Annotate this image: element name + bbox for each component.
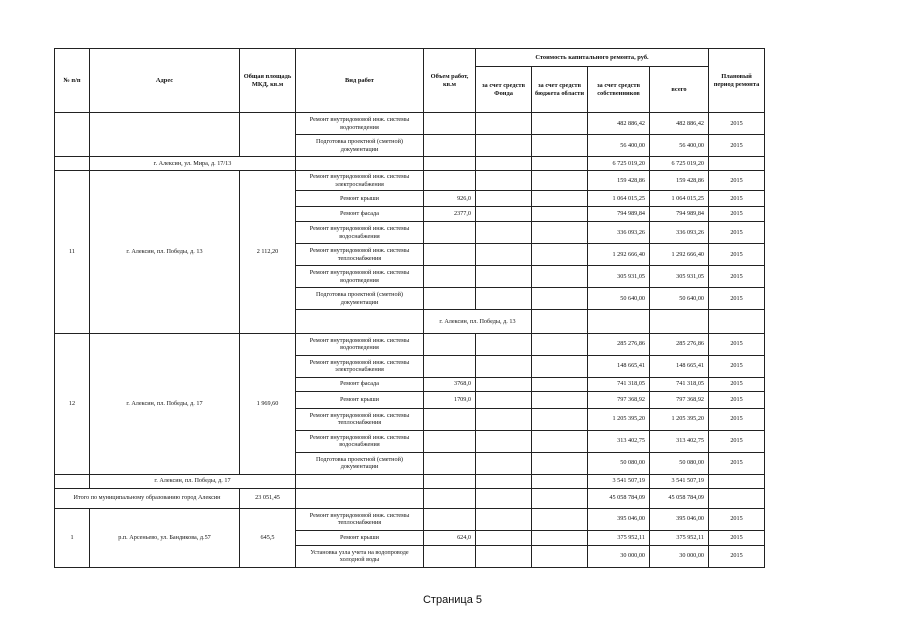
total-cost-cell: 159 428,86 — [650, 171, 709, 191]
fund-cell — [476, 333, 532, 355]
subtotal-label: г. Алексин, пл. Победы, д. 17 — [90, 474, 296, 488]
work-type-cell: Подготовка проектной (сметной) документации — [296, 288, 424, 310]
budget-cell — [532, 474, 588, 488]
budget-cell — [532, 430, 588, 452]
fund-cell — [476, 530, 532, 545]
budget-cell — [532, 333, 588, 355]
total-total: 45 058 784,09 — [650, 488, 709, 508]
fund-cell — [476, 508, 532, 530]
fund-cell — [476, 545, 532, 567]
fund-cell — [476, 355, 532, 377]
budget-cell — [532, 377, 588, 391]
owners-cost-cell: 313 402,75 — [588, 430, 650, 452]
col-volume-header: Объем работ, кв.м — [424, 49, 476, 113]
work-type-cell: Ремонт внутридомовой инж. системы теплоснабжения — [296, 244, 424, 266]
fund-cell — [476, 452, 532, 474]
work-type-cell — [532, 310, 588, 334]
period-cell: 2015 — [709, 135, 765, 157]
budget-cell — [532, 545, 588, 567]
period-cell — [709, 474, 765, 488]
total-area: 23 051,45 — [240, 488, 296, 508]
budget-cell — [532, 530, 588, 545]
owners-cost-cell: 395 046,00 — [588, 508, 650, 530]
period-cell: 2015 — [709, 333, 765, 355]
budget-cell — [532, 113, 588, 135]
total-row — [55, 488, 765, 508]
fund-cell — [476, 171, 532, 191]
period-cell: 2015 — [709, 391, 765, 408]
col-total-header: всего — [650, 67, 709, 113]
col-fund-header: за счет средств Фонда — [476, 67, 532, 113]
budget-cell — [532, 191, 588, 207]
period-cell: 2015 — [709, 377, 765, 391]
budget-cell — [532, 207, 588, 222]
fund-cell — [476, 391, 532, 408]
total-cost-cell: 285 276,86 — [650, 333, 709, 355]
period-cell: 2015 — [709, 207, 765, 222]
fund-cell — [476, 266, 532, 288]
col-num-header: № п/п — [55, 49, 90, 113]
owners-cost-cell: 1 064 015,25 — [588, 191, 650, 207]
area-cell — [240, 113, 296, 157]
subtotal-row — [55, 474, 765, 488]
volume-cell — [424, 488, 476, 508]
subtotal-owners: 6 725 019,20 — [588, 157, 650, 171]
budget-cell — [532, 244, 588, 266]
work-type-cell: Ремонт внутридомовой инж. системы водоотведения — [296, 333, 424, 355]
owners-cost-cell: 336 093,26 — [588, 222, 650, 244]
volume-cell — [424, 222, 476, 244]
work-type-cell: Ремонт крыши — [296, 191, 424, 207]
owners-cost-cell: 50 640,00 — [588, 288, 650, 310]
work-type-cell — [296, 474, 424, 488]
owners-cost-cell: 305 931,05 — [588, 266, 650, 288]
fund-cell — [476, 377, 532, 391]
budget-cell — [532, 452, 588, 474]
period-cell: 2015 — [709, 222, 765, 244]
col-period-header: Плановый период ремонта — [709, 49, 765, 113]
volume-cell — [424, 508, 476, 530]
volume-cell: 926,0 — [424, 191, 476, 207]
owners-cost-cell: 56 400,00 — [588, 135, 650, 157]
volume-cell — [424, 333, 476, 355]
capital-repair-table — [54, 48, 765, 568]
row-number: 1 — [55, 508, 90, 567]
total-owners: 45 058 784,09 — [588, 488, 650, 508]
work-type-cell: Ремонт внутридомовой инж. системы электроснабжения — [296, 171, 424, 191]
period-cell — [709, 157, 765, 171]
volume-cell: 1709,0 — [424, 391, 476, 408]
owners-cost-cell: 797 368,92 — [588, 391, 650, 408]
table-body — [55, 113, 765, 568]
fund-cell — [476, 244, 532, 266]
volume-cell — [424, 244, 476, 266]
volume-cell — [424, 408, 476, 430]
total-cost-cell: 336 093,26 — [650, 222, 709, 244]
volume-cell — [424, 171, 476, 191]
work-type-cell: Ремонт крыши — [296, 391, 424, 408]
total-cost-cell: 1 205 395,20 — [650, 408, 709, 430]
total-cost-cell: 148 665,41 — [650, 355, 709, 377]
col-address-header: Адрес — [90, 49, 240, 113]
budget-cell — [532, 508, 588, 530]
fund-cell — [476, 408, 532, 430]
period-cell: 2015 — [709, 266, 765, 288]
volume-cell: 2377,0 — [424, 207, 476, 222]
area-cell: 645,5 — [240, 508, 296, 567]
table-row — [55, 171, 765, 191]
total-cost-cell: 313 402,75 — [650, 430, 709, 452]
period-cell — [709, 488, 765, 508]
owners-cost-cell: 1 205 395,20 — [588, 408, 650, 430]
period-cell: 2015 — [709, 288, 765, 310]
budget-cell — [532, 171, 588, 191]
row-number: 12 — [55, 333, 90, 474]
total-cost-cell: 797 368,92 — [650, 391, 709, 408]
budget-cell — [532, 157, 588, 171]
work-type-cell: Ремонт внутридомовой инж. системы водоотведения — [296, 113, 424, 135]
fund-cell — [476, 222, 532, 244]
fund-cell — [476, 157, 532, 171]
work-type-cell: Ремонт внутридомовой инж. системы теплоснабжения — [296, 508, 424, 530]
total-cost-cell: 56 400,00 — [650, 135, 709, 157]
budget-cell — [532, 135, 588, 157]
owners-cost-cell: 741 318,05 — [588, 377, 650, 391]
page-footer: Страница 5 — [422, 594, 483, 606]
owners-cost-cell: 285 276,86 — [588, 333, 650, 355]
work-type-cell: Ремонт фасада — [296, 207, 424, 222]
work-type-cell: Подготовка проектной (сметной) документации — [296, 452, 424, 474]
total-cost-cell: 305 931,05 — [650, 266, 709, 288]
total-cost-cell: 50 080,00 — [650, 452, 709, 474]
subtotal-total: 6 725 019,20 — [650, 157, 709, 171]
total-cost-cell: 395 046,00 — [650, 508, 709, 530]
work-type-cell: Подготовка проектной (сметной) документации — [296, 135, 424, 157]
fund-cell — [476, 430, 532, 452]
row-number — [55, 113, 90, 157]
work-type-cell: Ремонт внутридомовой инж. системы теплоснабжения — [296, 408, 424, 430]
volume-cell — [424, 288, 476, 310]
total-label: Итого по муниципальному образованию город Алексин — [55, 488, 240, 508]
subtotal-owners: 3 541 507,19 — [588, 474, 650, 488]
row-number — [55, 157, 90, 171]
period-cell: 2015 — [709, 530, 765, 545]
row-number: 11 — [55, 171, 90, 334]
work-type-cell: Ремонт внутридомовой инж. системы водоснабжения — [296, 222, 424, 244]
budget-cell — [532, 222, 588, 244]
owners-cost-cell: 1 292 666,40 — [588, 244, 650, 266]
address-cell — [90, 113, 240, 157]
budget-cell — [709, 310, 765, 334]
table-row — [55, 113, 765, 135]
total-cost-cell: 1 064 015,25 — [650, 191, 709, 207]
work-type-cell: Установка узла учета на водопроводе холодной воды — [296, 545, 424, 567]
col-work-header: Вид работ — [296, 49, 424, 113]
area-cell: 1 969,60 — [240, 333, 296, 474]
volume-cell: 624,0 — [424, 530, 476, 545]
period-cell: 2015 — [709, 191, 765, 207]
volume-cell — [424, 135, 476, 157]
fund-cell — [476, 113, 532, 135]
period-cell: 2015 — [709, 452, 765, 474]
work-type-cell: Ремонт фасада — [296, 377, 424, 391]
period-cell: 2015 — [709, 244, 765, 266]
owners-cost-cell: 375 952,11 — [588, 530, 650, 545]
work-type-cell — [296, 488, 424, 508]
budget-cell — [532, 266, 588, 288]
fund-cell — [476, 288, 532, 310]
fund-cell — [650, 310, 709, 334]
volume-cell — [424, 474, 476, 488]
work-type-cell: Ремонт внутридомовой инж. системы электроснабжения — [296, 355, 424, 377]
period-cell: 2015 — [709, 545, 765, 567]
area-cell: 2 112,20 — [240, 171, 296, 334]
volume-cell — [424, 355, 476, 377]
work-type-cell: Ремонт крыши — [296, 530, 424, 545]
work-type-cell — [296, 157, 424, 171]
owners-cost-cell: 30 000,00 — [588, 545, 650, 567]
row-number — [296, 310, 424, 334]
fund-cell — [476, 207, 532, 222]
table-row — [55, 333, 765, 355]
address-cell: г. Алексин, пл. Победы, д. 13 — [90, 171, 240, 334]
budget-cell — [532, 355, 588, 377]
volume-cell — [424, 430, 476, 452]
total-cost-cell: 482 886,42 — [650, 113, 709, 135]
col-area-header: Общая площадь МКД, кв.м — [240, 49, 296, 113]
total-cost-cell: 1 292 666,40 — [650, 244, 709, 266]
fund-cell — [476, 135, 532, 157]
volume-cell — [424, 545, 476, 567]
owners-cost-cell: 159 428,86 — [588, 171, 650, 191]
volume-cell — [424, 157, 476, 171]
subtotal-row — [55, 157, 765, 171]
budget-cell — [532, 408, 588, 430]
total-cost-cell: 30 000,00 — [650, 545, 709, 567]
volume-cell — [424, 452, 476, 474]
volume-cell — [588, 310, 650, 334]
budget-cell — [532, 488, 588, 508]
period-cell: 2015 — [709, 113, 765, 135]
subtotal-label: г. Алексин, ул. Мира, д. 17/13 — [90, 157, 296, 171]
period-cell: 2015 — [709, 355, 765, 377]
volume-cell: 3768,0 — [424, 377, 476, 391]
volume-cell — [424, 113, 476, 135]
fund-cell — [476, 474, 532, 488]
subtotal-total: 3 541 507,19 — [650, 474, 709, 488]
work-type-cell: Ремонт внутридомовой инж. системы водоотведения — [296, 266, 424, 288]
period-cell: 2015 — [709, 171, 765, 191]
owners-cost-cell: 794 989,84 — [588, 207, 650, 222]
total-cost-cell: 375 952,11 — [650, 530, 709, 545]
period-cell: 2015 — [709, 430, 765, 452]
budget-cell — [532, 288, 588, 310]
col-owners-header: за счет средств собственников — [588, 67, 650, 113]
total-cost-cell: 50 640,00 — [650, 288, 709, 310]
total-cost-cell: 794 989,84 — [650, 207, 709, 222]
table-row — [55, 508, 765, 530]
fund-cell — [476, 191, 532, 207]
total-cost-cell: 741 318,05 — [650, 377, 709, 391]
work-type-cell: Ремонт внутридомовой инж. системы водоснабжения — [296, 430, 424, 452]
owners-cost-cell: 148 665,41 — [588, 355, 650, 377]
owners-cost-cell: 50 080,00 — [588, 452, 650, 474]
volume-cell — [424, 266, 476, 288]
col-cost-header: Стоимость капитального ремонта, руб. — [476, 49, 709, 67]
address-cell: р.п. Арсеньево, ул. Бандикова, д.57 — [90, 508, 240, 567]
owners-cost-cell: 482 886,42 — [588, 113, 650, 135]
subtotal-label: г. Алексин, пл. Победы, д. 13 — [424, 310, 532, 334]
period-cell: 2015 — [709, 408, 765, 430]
budget-cell — [532, 391, 588, 408]
col-budget-header: за счет средств бюджета области — [532, 67, 588, 113]
row-number — [55, 474, 90, 488]
period-cell: 2015 — [709, 508, 765, 530]
address-cell: г. Алексин, пл. Победы, д. 17 — [90, 333, 240, 474]
fund-cell — [476, 488, 532, 508]
